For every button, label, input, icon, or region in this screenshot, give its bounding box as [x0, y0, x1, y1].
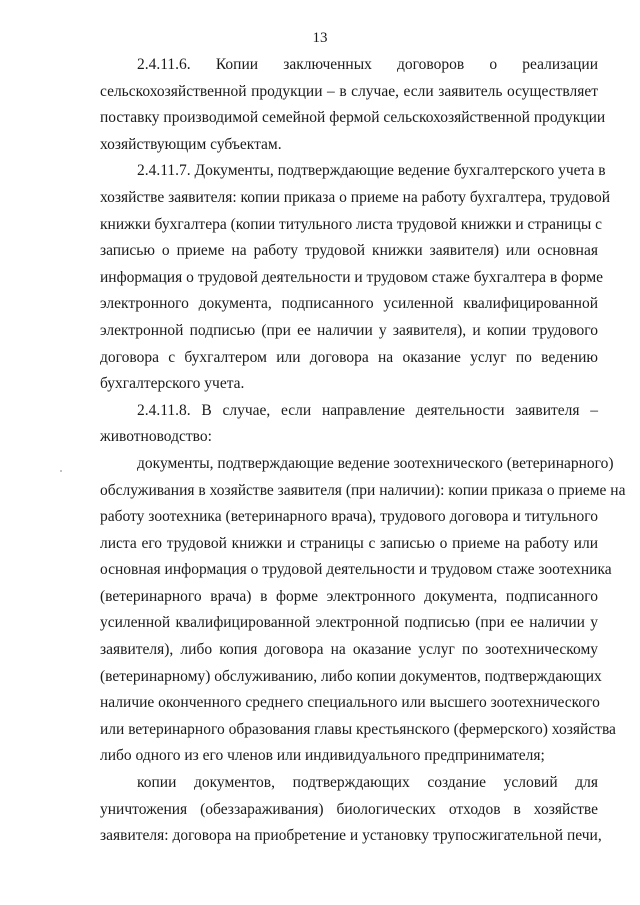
- paragraph-2-4-11-6: [100, 52, 606, 158]
- scan-speck: [60, 470, 62, 472]
- text-line: сельскохозяйственной продукции – в случае, если заявитель осуществляет: [100, 82, 598, 100]
- text-line: заявителя), либо копия договора на оказание услуг по зоотехническому: [100, 641, 598, 659]
- text-line: животноводство:: [100, 428, 212, 446]
- paragraph-biological-waste: [100, 770, 602, 850]
- text-line: заявителя: договора на приобретение и установку трупосжигательной печи,: [100, 827, 602, 845]
- text-line: информация о трудовой деятельности и трудовом стаже бухгалтера в форме: [100, 268, 604, 286]
- page-number: 13: [312, 30, 328, 46]
- text-line: или ветеринарного образования главы крестьянского (фермерского) хозяйства: [100, 720, 616, 738]
- text-line: электронного документа, подписанного усиленной квалифицированной: [100, 295, 598, 313]
- text-line: хозяйстве заявителя: копии приказа о приеме на работу бухгалтера, трудовой: [100, 188, 611, 206]
- text-line: усиленной квалифицированной электронной подписью (при ее наличии у: [100, 614, 598, 632]
- text-line: документы, подтверждающие ведение зоотехнического (ветеринарного): [137, 454, 614, 472]
- document-body: [100, 52, 626, 850]
- text-line: книжки бухгалтера (копии титульного листа трудовой книжки и страницы с: [100, 215, 603, 233]
- text-line: (ветеринарного врача) в форме электронного документа, подписанного: [100, 587, 598, 605]
- text-line: записью о приеме на работу трудовой книжки заявителя) или основная: [100, 242, 598, 260]
- text-line: работу зоотехника (ветеринарного врача), трудового договора и титульного: [100, 508, 598, 526]
- text-line: обслуживания в хозяйстве заявителя (при наличии): копии приказа о приеме на: [100, 481, 626, 499]
- text-line: наличие оконченного среднего специального или высшего зоотехнического: [100, 694, 600, 712]
- text-line: 2.4.11.8. В случае, если направление деятельности заявителя –: [137, 401, 598, 419]
- text-line: электронной подписью (при ее наличии у заявителя), и копии трудового: [100, 321, 598, 339]
- text-line: уничтожения (обеззараживания) биологических отходов в хозяйстве: [100, 800, 598, 818]
- text-line: хозяйствующим субъектам.: [100, 135, 282, 153]
- text-line: основная информация о трудовой деятельности и трудовом стаже зоотехника: [100, 561, 612, 579]
- text-line: либо одного из его членов или индивидуального предпринимателя;: [100, 747, 545, 765]
- text-line: 2.4.11.7. Документы, подтверждающие ведение бухгалтерского учета в: [137, 162, 606, 180]
- text-line: 2.4.11.6. Копии заключенных договоров о реализации: [137, 56, 598, 73]
- text-line: бухгалтерского учета.: [100, 375, 245, 393]
- paragraph-2-4-11-7: [100, 158, 611, 397]
- text-line: поставку производимой семейной фермой сельскохозяйственной продукции: [100, 109, 606, 127]
- paragraph-2-4-11-8: [100, 398, 598, 451]
- paragraph-livestock-documents: [100, 451, 626, 770]
- text-line: копии документов, подтверждающих создание условий для: [137, 774, 598, 792]
- text-line: (ветеринарному) обслуживанию, либо копии документов, подтверждающих: [100, 667, 602, 685]
- text-line: договора с бухгалтером или договора на оказание услуг по ведению: [100, 348, 598, 366]
- text-line: листа его трудовой книжки и страницы с записью о приеме на работу или: [100, 534, 598, 552]
